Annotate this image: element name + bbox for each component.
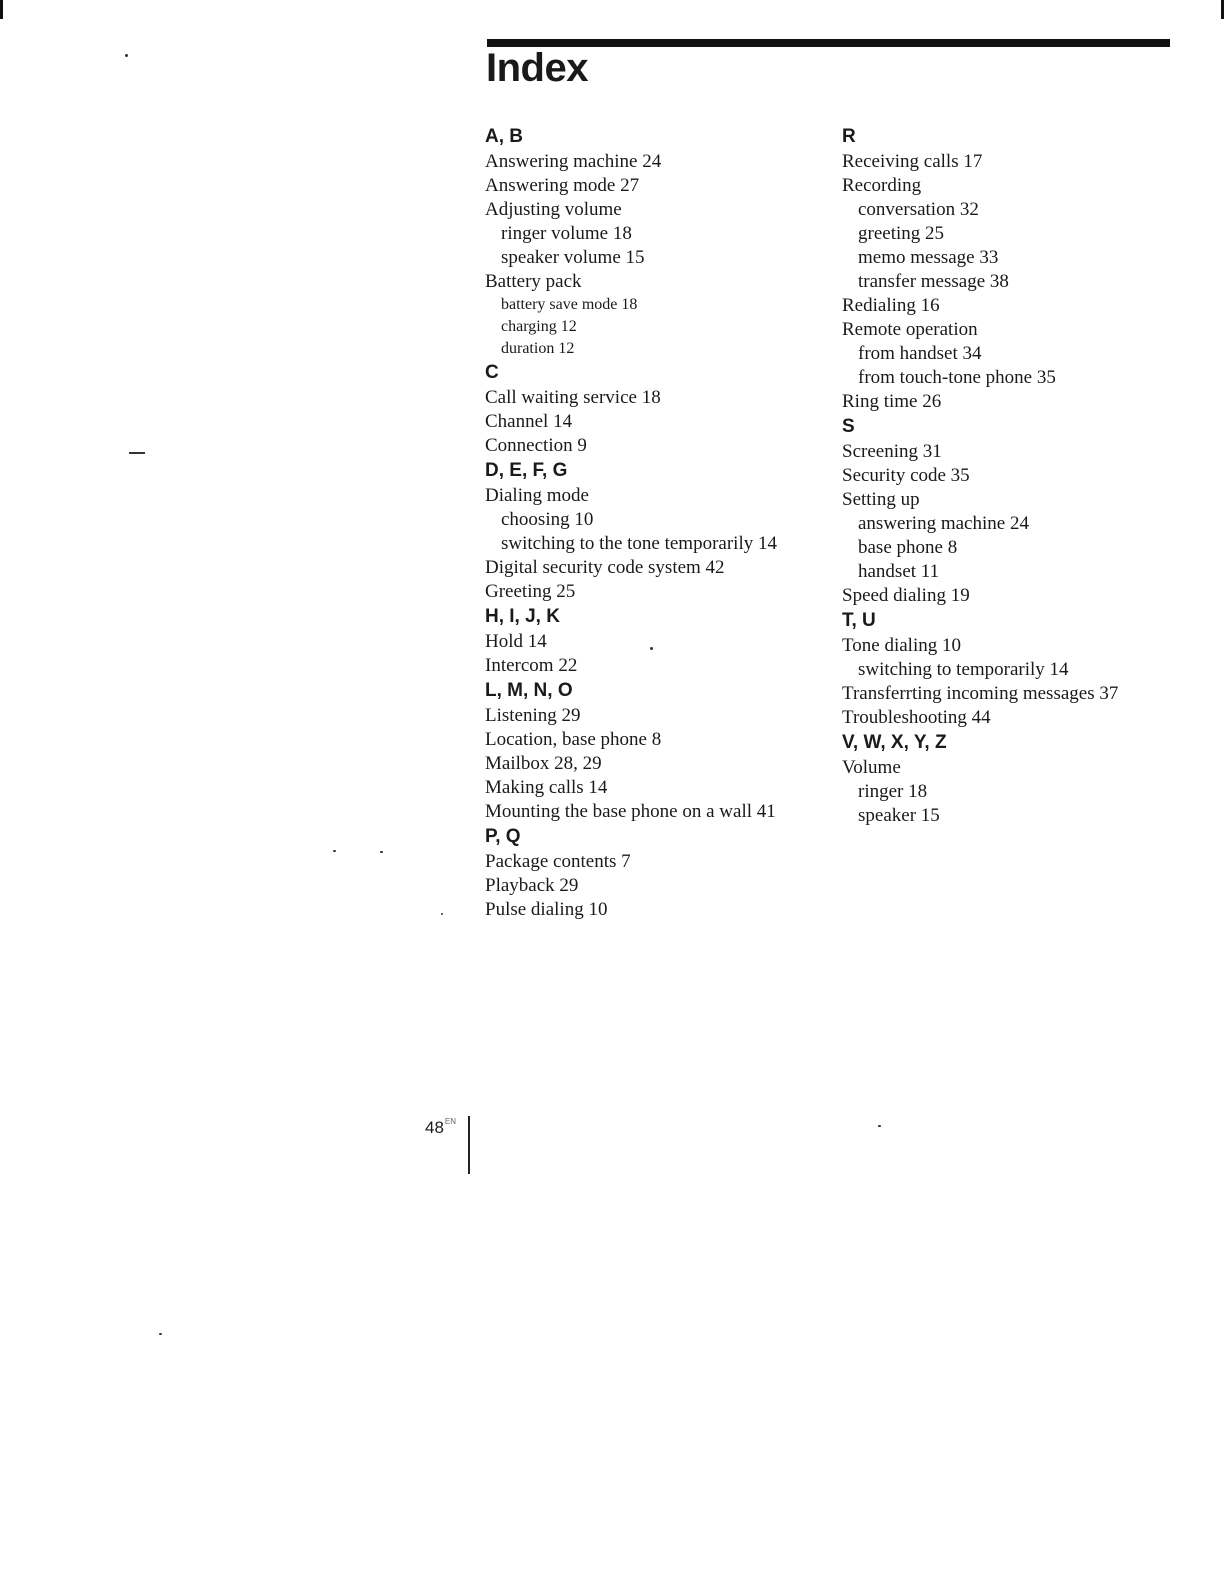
index-entry: Receiving calls 17	[842, 151, 983, 172]
index-subentry: battery save mode 18	[501, 296, 638, 313]
index-section	[842, 608, 1182, 730]
index-column-left	[485, 124, 825, 922]
section-heading: L, M, N, O	[485, 680, 573, 701]
left-edge-mark	[0, 0, 3, 19]
index-subentry: base phone 8	[858, 537, 958, 558]
index-entry: Troubleshooting 44	[842, 707, 991, 728]
index-section	[485, 360, 825, 458]
index-entry: Listening 29	[485, 705, 581, 726]
index-section	[842, 730, 1182, 828]
index-subentry: transfer message 38	[858, 271, 1009, 292]
index-subentry: memo message 33	[858, 247, 999, 268]
section-heading: P, Q	[485, 826, 521, 847]
index-column-right	[842, 124, 1182, 828]
index-entry: Pulse dialing 10	[485, 899, 608, 920]
scan-speck	[380, 851, 383, 853]
index-entry: Remote operation	[842, 319, 978, 340]
index-subentry: ringer volume 18	[501, 223, 632, 244]
index-entry: Setting up	[842, 489, 920, 510]
index-section	[485, 124, 825, 360]
scan-speck	[125, 54, 128, 57]
index-entry: Playback 29	[485, 875, 579, 896]
index-entry: Location, base phone 8	[485, 729, 662, 750]
title-rule	[487, 39, 1170, 47]
index-subentry: handset 11	[858, 561, 940, 582]
scan-speck	[159, 1333, 162, 1335]
index-entry: Answering mode 27	[485, 175, 640, 196]
index-entry: Security code 35	[842, 465, 970, 486]
index-subentry: charging 12	[501, 318, 577, 335]
section-heading: H, I, J, K	[485, 606, 560, 627]
index-entry: Digital security code system 42	[485, 557, 725, 578]
index-entry: Screening 31	[842, 441, 942, 462]
index-entry: Redialing 16	[842, 295, 940, 316]
index-entry: Ring time 26	[842, 391, 942, 412]
scan-speck	[441, 913, 443, 915]
section-heading: A, B	[485, 126, 523, 147]
index-subentry: speaker 15	[858, 805, 940, 826]
index-entry: Call waiting service 18	[485, 387, 661, 408]
index-subentry: speaker volume 15	[501, 247, 645, 268]
index-entry: Volume	[842, 757, 901, 778]
index-entry: Dialing mode	[485, 485, 589, 506]
index-subentry: greeting 25	[858, 223, 945, 244]
index-subentry: from touch-tone phone 35	[858, 367, 1056, 388]
section-heading: S	[842, 416, 855, 437]
index-subentry: answering machine 24	[858, 513, 1029, 534]
index-section	[485, 604, 825, 678]
index-section	[485, 824, 825, 922]
page-title: Index	[486, 46, 588, 90]
page-number-value: 48	[425, 1118, 444, 1137]
index-entry: Battery pack	[485, 271, 582, 292]
section-heading: D, E, F, G	[485, 460, 568, 481]
scan-speck	[878, 1125, 881, 1127]
section-heading: C	[485, 362, 499, 383]
index-subentry: conversation 32	[858, 199, 979, 220]
index-entry: Making calls 14	[485, 777, 608, 798]
index-entry: Hold 14	[485, 631, 547, 652]
index-subentry: ringer 18	[858, 781, 928, 802]
page-number-suffix: EN	[444, 1117, 457, 1126]
section-heading: R	[842, 126, 856, 147]
index-subentry: switching to temporarily 14	[858, 659, 1069, 680]
footer-rule	[468, 1116, 470, 1174]
index-section	[842, 124, 1182, 414]
scan-speck	[650, 647, 653, 650]
index-section	[485, 458, 825, 604]
section-heading: T, U	[842, 610, 876, 631]
index-entry: Recording	[842, 175, 922, 196]
index-section	[842, 414, 1182, 608]
index-entry: Tone dialing 10	[842, 635, 961, 656]
index-subentry: choosing 10	[501, 509, 594, 530]
index-subentry: switching to the tone temporarily 14	[501, 533, 777, 554]
index-entry: Adjusting volume	[485, 199, 622, 220]
index-section	[485, 678, 825, 824]
index-entry: Mailbox 28, 29	[485, 753, 602, 774]
page-number	[425, 1117, 456, 1138]
index-subentry: from handset 34	[858, 343, 982, 364]
index-entry: Mounting the base phone on a wall 41	[485, 801, 776, 822]
index-entry: Speed dialing 19	[842, 585, 970, 606]
index-entry: Transferrting incoming messages 37	[842, 683, 1119, 704]
scan-speck	[333, 850, 336, 852]
index-entry: Answering machine 24	[485, 151, 662, 172]
index-entry: Package contents 7	[485, 851, 631, 872]
scan-speck	[129, 452, 145, 454]
index-entry: Channel 14	[485, 411, 573, 432]
index-entry: Connection 9	[485, 435, 587, 456]
index-entry: Intercom 22	[485, 655, 578, 676]
section-heading: V, W, X, Y, Z	[842, 732, 947, 753]
index-subentry: duration 12	[501, 340, 575, 357]
index-entry: Greeting 25	[485, 581, 576, 602]
